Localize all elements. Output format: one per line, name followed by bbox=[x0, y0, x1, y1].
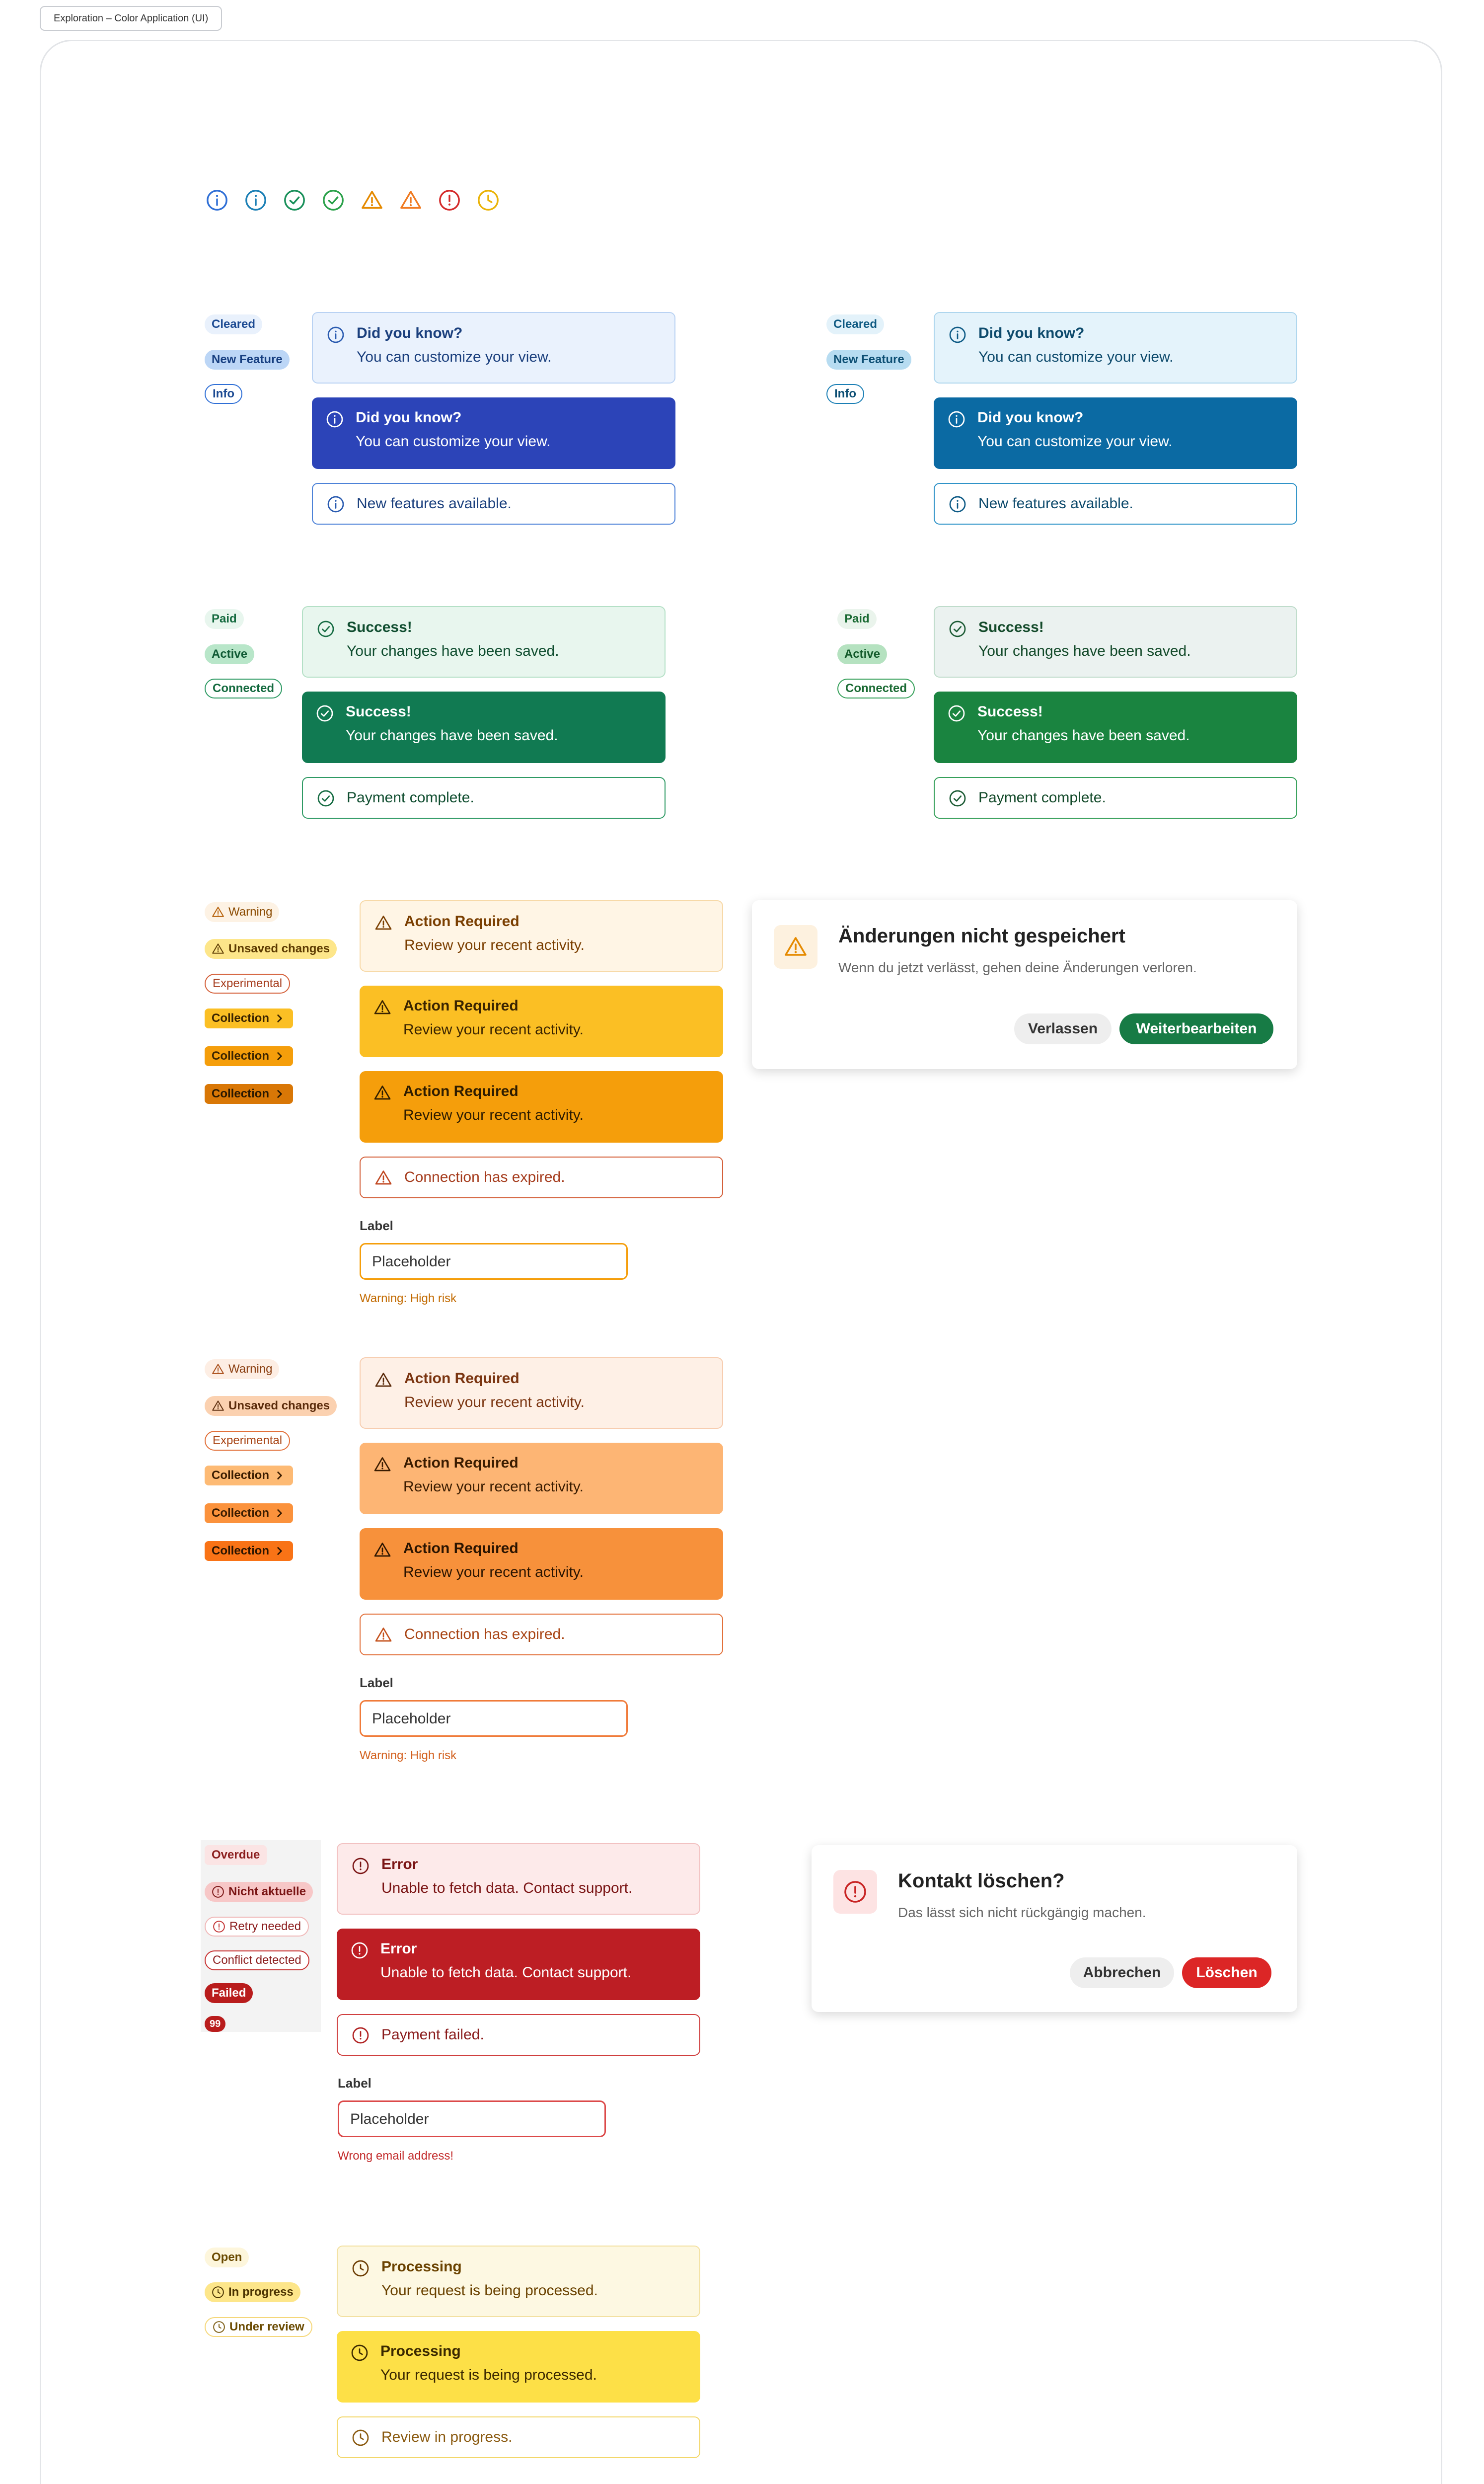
chevron-right-icon bbox=[273, 1469, 286, 1482]
info-alert-subtle bbox=[312, 312, 675, 384]
error-icon bbox=[213, 1920, 225, 1933]
alert-title: Success! bbox=[978, 619, 1044, 635]
warning-alert-light-orange bbox=[360, 1443, 723, 1514]
alert-body: You can customize your view. bbox=[357, 349, 552, 365]
warning-alert-yellow bbox=[360, 986, 723, 1057]
status-chip-unsaved-changes: Unsaved changes bbox=[205, 1396, 337, 1416]
count-badge: 99 bbox=[205, 2016, 225, 2032]
alert-body: You can customize your view. bbox=[978, 349, 1174, 365]
alert-body: Connection has expired. bbox=[404, 1626, 565, 1642]
error-icon bbox=[438, 189, 461, 212]
warning-icon bbox=[373, 1084, 391, 1102]
warning-alert-subtle bbox=[360, 1357, 723, 1429]
check-circle-icon bbox=[283, 189, 306, 212]
status-chip-in-progress: In progress bbox=[205, 2282, 300, 2302]
status-chip-cleared: Cleared bbox=[826, 314, 884, 334]
collection-chip[interactable]: Collection bbox=[205, 1046, 293, 1066]
alert-body: Unable to fetch data. Contact support. bbox=[381, 1880, 633, 1896]
field-label: Label bbox=[360, 1675, 393, 1690]
delete-button[interactable]: Löschen bbox=[1182, 1957, 1271, 1988]
alert-body: Review in progress. bbox=[381, 2429, 513, 2445]
cancel-button[interactable]: Abbrechen bbox=[1070, 1957, 1174, 1988]
status-chip-experimental: Experimental bbox=[205, 1431, 290, 1451]
warning-icon bbox=[399, 189, 422, 212]
dialog-warning-badge bbox=[774, 925, 817, 969]
error-icon bbox=[351, 1941, 369, 1959]
success-alert-outline bbox=[302, 777, 666, 819]
error-icon bbox=[352, 2026, 370, 2044]
alert-title: Action Required bbox=[403, 1083, 519, 1099]
status-icon-row bbox=[206, 189, 500, 212]
success-alert-subtle bbox=[302, 606, 666, 678]
field-helper-text: Warning: High risk bbox=[360, 1749, 457, 1762]
dialog-body: Das lässt sich nicht rückgängig machen. bbox=[898, 1905, 1146, 1920]
error-input[interactable]: Placeholder bbox=[338, 2100, 606, 2137]
alert-title: Action Required bbox=[403, 1455, 519, 1471]
alert-body: You can customize your view. bbox=[977, 433, 1173, 450]
info-alert-solid bbox=[312, 397, 675, 469]
success-alert-solid bbox=[934, 692, 1297, 763]
alert-body: Your request is being processed. bbox=[381, 2282, 598, 2299]
warning-icon bbox=[374, 1169, 392, 1187]
clock-icon bbox=[212, 2286, 224, 2299]
error-icon bbox=[212, 1885, 224, 1898]
warning-icon bbox=[212, 942, 224, 955]
info-icon bbox=[949, 495, 966, 513]
warning-alert-outline bbox=[360, 1614, 723, 1655]
alert-title: Success! bbox=[346, 703, 411, 720]
check-circle-icon bbox=[322, 189, 345, 212]
status-chip-retry-needed: Retry needed bbox=[205, 1917, 309, 1937]
alert-body: Connection has expired. bbox=[404, 1169, 565, 1185]
alert-title: Success! bbox=[347, 619, 412, 635]
alert-body: Review your recent activity. bbox=[403, 1107, 584, 1123]
clock-icon bbox=[477, 189, 500, 212]
status-chip-open: Open bbox=[205, 2248, 249, 2267]
check-circle-icon bbox=[949, 789, 966, 807]
info-alert-outline bbox=[312, 483, 675, 525]
alert-body: Unable to fetch data. Contact support. bbox=[380, 1964, 632, 1981]
alert-title: Processing bbox=[381, 2258, 462, 2275]
info-icon bbox=[327, 495, 345, 513]
chevron-right-icon bbox=[273, 1087, 286, 1100]
alert-body: Your changes have been saved. bbox=[346, 727, 558, 744]
check-circle-icon bbox=[317, 789, 335, 807]
warning-icon bbox=[373, 999, 391, 1016]
warning-icon bbox=[374, 914, 392, 932]
collection-chip[interactable]: Collection bbox=[205, 1009, 293, 1028]
info-icon bbox=[948, 410, 965, 428]
warning-icon bbox=[374, 1371, 392, 1389]
error-alert-solid bbox=[337, 1929, 700, 2000]
field-label: Label bbox=[338, 2076, 371, 2091]
check-circle-icon bbox=[316, 704, 334, 722]
warning-icon bbox=[212, 1399, 224, 1412]
alert-title: Error bbox=[380, 1941, 417, 1957]
pending-alert-outline bbox=[337, 2416, 700, 2458]
warning-alert-amber bbox=[360, 1071, 723, 1143]
check-circle-icon bbox=[948, 704, 965, 722]
alert-body: New features available. bbox=[357, 495, 512, 512]
info-icon bbox=[244, 189, 267, 212]
unsaved-changes-dialog bbox=[752, 900, 1297, 1069]
field-label: Label bbox=[360, 1218, 393, 1233]
info-icon bbox=[326, 410, 344, 428]
alert-title: Error bbox=[381, 1856, 418, 1872]
clock-icon bbox=[352, 2429, 370, 2447]
status-chip-failed: Failed bbox=[205, 1983, 253, 2003]
warning-input[interactable]: Placeholder bbox=[360, 1700, 628, 1737]
warning-input[interactable]: Placeholder bbox=[360, 1243, 628, 1280]
status-chip-info: Info bbox=[205, 384, 242, 404]
success-alert-outline bbox=[934, 777, 1297, 819]
check-circle-icon bbox=[317, 620, 335, 638]
warning-icon bbox=[373, 1541, 391, 1559]
status-chip-new-feature: New Feature bbox=[205, 350, 290, 370]
check-circle-icon bbox=[949, 620, 966, 638]
warning-alert-outline bbox=[360, 1157, 723, 1198]
alert-title: Did you know? bbox=[356, 409, 462, 426]
success-alert-solid bbox=[302, 692, 666, 763]
info-alert-outline bbox=[934, 483, 1297, 525]
alert-title: Action Required bbox=[403, 1540, 519, 1556]
status-chip-under-review: Under review bbox=[205, 2317, 312, 2337]
warning-alert-orange bbox=[360, 1528, 723, 1600]
alert-title: Success! bbox=[977, 703, 1043, 720]
info-icon bbox=[327, 326, 345, 344]
alert-body: You can customize your view. bbox=[356, 433, 551, 450]
alert-title: Action Required bbox=[404, 1370, 519, 1387]
status-chip-cleared: Cleared bbox=[205, 314, 262, 334]
chevron-right-icon bbox=[273, 1050, 286, 1063]
clock-icon bbox=[352, 2259, 370, 2277]
alert-body: Review your recent activity. bbox=[404, 1394, 585, 1410]
delete-contact-dialog bbox=[812, 1845, 1297, 2012]
clock-icon bbox=[213, 2321, 225, 2333]
status-chip-experimental: Experimental bbox=[205, 974, 290, 994]
clock-icon bbox=[351, 2344, 369, 2362]
info-alert-solid bbox=[934, 397, 1297, 469]
chevron-right-icon bbox=[273, 1507, 286, 1520]
success-alert-subtle bbox=[934, 606, 1297, 678]
warning-icon bbox=[374, 1626, 392, 1644]
status-chip-paid: Paid bbox=[205, 609, 244, 629]
error-alert-subtle bbox=[337, 1843, 700, 1915]
alert-body: Review your recent activity. bbox=[404, 937, 585, 953]
status-chip-info: Info bbox=[826, 384, 864, 404]
alert-title: Processing bbox=[380, 2343, 461, 2359]
pending-alert-subtle bbox=[337, 2246, 700, 2317]
warning-icon bbox=[373, 1456, 391, 1474]
error-alert-outline bbox=[337, 2014, 700, 2056]
warning-alert-subtle bbox=[360, 900, 723, 972]
error-icon bbox=[352, 1857, 370, 1875]
dialog-body: Wenn du jetzt verlässt, gehen deine Änderungen verloren. bbox=[838, 960, 1197, 975]
dialog-error-badge bbox=[833, 1870, 877, 1914]
status-chip-connected: Connected bbox=[205, 679, 282, 699]
info-alert-subtle bbox=[934, 312, 1297, 384]
alert-body: Review your recent activity. bbox=[403, 1564, 584, 1580]
alert-title: Did you know? bbox=[977, 409, 1084, 426]
dialog-title: Kontakt löschen? bbox=[898, 1870, 1065, 1892]
pending-alert-solid bbox=[337, 2331, 700, 2403]
alert-body: Review your recent activity. bbox=[403, 1478, 584, 1495]
status-chip-active: Active bbox=[205, 644, 254, 664]
status-chip-connected: Connected bbox=[837, 679, 915, 699]
alert-body: Your changes have been saved. bbox=[977, 727, 1190, 744]
info-icon bbox=[949, 326, 966, 344]
warning-icon bbox=[212, 1363, 224, 1376]
status-chip-active: Active bbox=[837, 644, 887, 664]
warning-icon bbox=[212, 906, 224, 919]
alert-title: Action Required bbox=[404, 913, 519, 930]
collection-chip[interactable]: Collection bbox=[205, 1503, 293, 1523]
status-chip-conflict-detected: Conflict detected bbox=[205, 1950, 309, 1970]
status-chip-overdue: Overdue bbox=[205, 1845, 267, 1865]
status-chip-paid: Paid bbox=[837, 609, 877, 629]
alert-body: Payment failed. bbox=[381, 2026, 484, 2043]
alert-title: Did you know? bbox=[357, 325, 463, 341]
status-chip-unsaved-changes: Unsaved changes bbox=[205, 939, 337, 959]
collection-chip[interactable]: Collection bbox=[205, 1084, 293, 1104]
alert-body: Review your recent activity. bbox=[403, 1021, 584, 1038]
continue-editing-button[interactable]: Weiterbearbeiten bbox=[1119, 1013, 1273, 1044]
chevron-right-icon bbox=[273, 1012, 286, 1025]
alert-body: Payment complete. bbox=[978, 789, 1106, 806]
alert-title: Action Required bbox=[403, 998, 519, 1014]
collection-chip[interactable]: Collection bbox=[205, 1541, 293, 1561]
field-helper-text: Wrong email address! bbox=[338, 2149, 453, 2163]
alert-body: Your changes have been saved. bbox=[347, 643, 559, 659]
status-chip-nicht-aktuelle: Nicht aktuelle bbox=[205, 1882, 313, 1902]
alert-body: New features available. bbox=[978, 495, 1133, 512]
status-chip-new-feature: New Feature bbox=[826, 350, 911, 370]
field-helper-text: Warning: High risk bbox=[360, 1292, 457, 1305]
info-icon bbox=[206, 189, 228, 212]
alert-body: Your request is being processed. bbox=[380, 2367, 597, 2383]
error-icon bbox=[843, 1880, 867, 1904]
alert-body: Your changes have been saved. bbox=[978, 643, 1191, 659]
warning-icon bbox=[784, 935, 808, 959]
dialog-title: Änderungen nicht gespeichert bbox=[838, 925, 1125, 947]
chevron-right-icon bbox=[273, 1545, 286, 1557]
status-chip-warning: Warning bbox=[205, 902, 279, 922]
frame-label: Exploration – Color Application (UI) bbox=[40, 6, 222, 31]
alert-body: Payment complete. bbox=[347, 789, 474, 806]
status-chip-warning: Warning bbox=[205, 1359, 279, 1379]
warning-icon bbox=[361, 189, 383, 212]
leave-button[interactable]: Verlassen bbox=[1014, 1013, 1112, 1044]
alert-title: Did you know? bbox=[978, 325, 1085, 341]
collection-chip[interactable]: Collection bbox=[205, 1466, 293, 1485]
